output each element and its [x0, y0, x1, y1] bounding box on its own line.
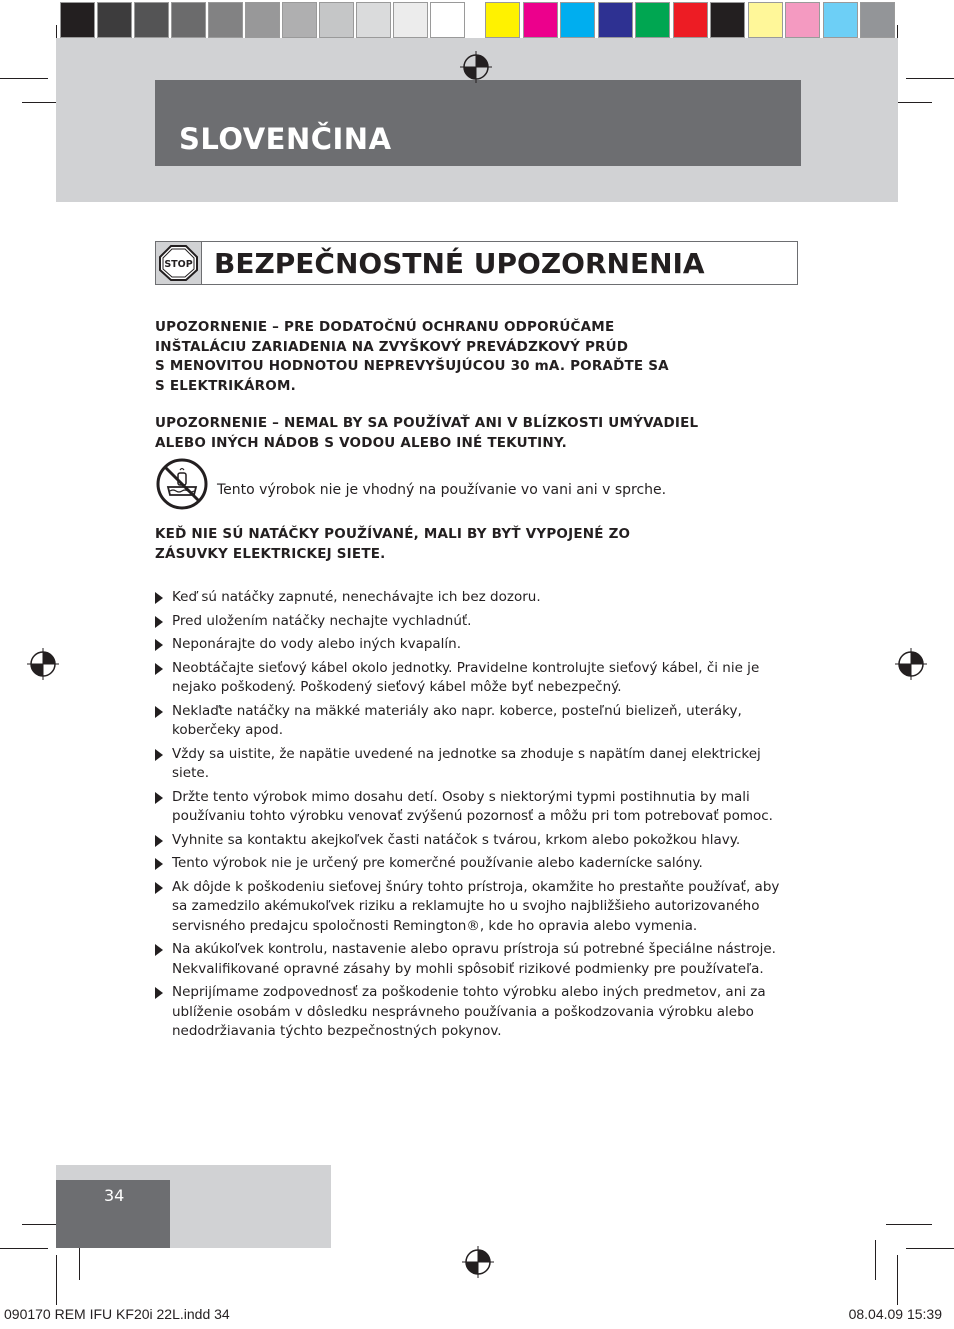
- safety-instructions-list: [155, 588, 785, 1046]
- color-swatch: [748, 2, 783, 38]
- warning-line: KEĎ NIE SÚ NATÁČKY POUŽÍVANÉ, MALI BY BYŤ VYPOJENÉ ZO: [155, 526, 631, 542]
- gray-swatch: [171, 2, 206, 38]
- color-swatch: [560, 2, 595, 38]
- page-number-box: [56, 1180, 170, 1248]
- gray-swatch: [356, 2, 391, 38]
- gray-swatch: [60, 2, 95, 38]
- color-swatch: [860, 2, 895, 38]
- slug-file-info: 090170 REM IFU KF20i 22L.indd 34: [4, 1306, 230, 1322]
- section-title: BEZPEČNOSTNÉ UPOZORNENIA: [214, 247, 705, 280]
- registration-mark-icon: [462, 1246, 494, 1278]
- warning-line: ALEBO INÝCH NÁDOB S VODOU ALEBO INÉ TEKUTINY.: [155, 434, 567, 451]
- list-item: Vždy sa uistite, že napätie uvedené na jednotke sa zhoduje s napätím danej elektrickej siete.: [155, 745, 785, 784]
- gray-swatch: [393, 2, 428, 38]
- gray-swatch: [430, 2, 465, 38]
- color-swatch: [523, 2, 558, 38]
- list-item: Neprijímame zodpovednosť za poškodenie tohto výrobku alebo iných predmetov, ani za ublíženie osobám v dôsledku nesprávneho používania a poškodzovania výrobku alebo nedodržiavania týchto bezpečnostných pokynov.: [155, 983, 785, 1042]
- language-title: SLOVENČINA: [179, 122, 392, 156]
- bath-notice: Tento výrobok nie je vhodný na používanie vo vani ani v sprche.: [217, 482, 667, 498]
- color-swatch: [485, 2, 520, 38]
- unplug-warning: [155, 525, 795, 564]
- color-swatch: [710, 2, 745, 38]
- section-heading-box: [155, 241, 798, 285]
- gray-swatch: [97, 2, 132, 38]
- registration-mark-icon: [895, 648, 927, 680]
- warning-line: INŠTALÁCIU ZARIADENIA NA ZVYŠKOVÝ PREVÁDZKOVÝ PRÚD: [155, 338, 629, 355]
- list-item: Neponárajte do vody alebo iných kvapalín.: [155, 635, 785, 655]
- list-item: Ak dôjde k poškodeniu sieťovej šnúry tohto prístroja, okamžite ho prestaňte používať, aby sa zamedzilo akémukoľvek riziku a reklamujte ho u svojho najbližšieho autorizovaného servisného predajcu spoločnosti Remington®, kde ho opravia alebo vymenia.: [155, 878, 785, 937]
- registration-mark-icon: [460, 51, 492, 83]
- warning-line: ZÁSUVKY ELEKTRICKEJ SIETE.: [155, 545, 386, 562]
- warning-line: UPOZORNENIE – PRE DODATOČNÚ OCHRANU ODPORÚČAME: [155, 319, 615, 335]
- list-item: Pred uložením natáčky nechajte vychladnúť.: [155, 612, 785, 632]
- list-item: Vyhnite sa kontaktu akejkoľvek časti natáčok s tvárou, krkom alebo pokožkou hlavy.: [155, 831, 785, 851]
- warning-line: S ELEKTRIKÁROM.: [155, 377, 296, 394]
- language-title-box: [155, 80, 801, 166]
- stop-sign-cell: [156, 242, 202, 284]
- list-item: Držte tento výrobok mimo dosahu detí. Osoby s niektorými typmi postihnutia by mali používaniu tohto výrobku venovať zvýšenú pozornosť a môžu pri tom potrebovať pomoc.: [155, 788, 785, 827]
- warning-line: S MENOVITOU HODNOTOU NEPREVYŠUJÚCOU 30 mA. PORAĎTE SA: [155, 358, 669, 374]
- stop-sign-icon: [156, 242, 201, 284]
- warning-line: UPOZORNENIE – NEMAL BY SA POUŽÍVAŤ ANI V BLÍZKOSTI UMÝVADIEL: [155, 415, 699, 431]
- gray-swatch: [134, 2, 169, 38]
- rcd-warning: [155, 318, 795, 396]
- color-swatch: [785, 2, 820, 38]
- list-item: Neklaďte natáčky na mäkké materiály ako napr. koberce, posteľnú bielizeň, uteráky, koberčeky apod.: [155, 702, 785, 741]
- stop-sign-label: STOP: [164, 259, 193, 270]
- no-bath-icon: [155, 457, 209, 511]
- registration-mark-icon: [27, 648, 59, 680]
- gray-swatch: [282, 2, 317, 38]
- page-number: 34: [104, 1186, 125, 1205]
- color-swatch: [598, 2, 633, 38]
- color-swatch: [673, 2, 708, 38]
- gray-swatch: [245, 2, 280, 38]
- list-item: Keď sú natáčky zapnuté, nenechávajte ich bez dozoru.: [155, 588, 785, 608]
- water-warning: [155, 414, 795, 453]
- gray-swatch: [208, 2, 243, 38]
- slug-date: 08.04.09 15:39: [848, 1306, 942, 1322]
- list-item: Tento výrobok nie je určený pre komerčné používanie alebo kadernícke salóny.: [155, 854, 785, 874]
- list-item: Neobtáčajte sieťový kábel okolo jednotky. Pravidelne kontrolujte sieťový kábel, či nie je nejako poškodený. Poškodený sieťový kábel môže byť nebezpečný.: [155, 659, 785, 698]
- color-swatch: [823, 2, 858, 38]
- gray-swatch: [319, 2, 354, 38]
- color-swatch: [635, 2, 670, 38]
- list-item: Na akúkoľvek kontrolu, nastavenie alebo opravu prístroja sú potrebné špeciálne nástroje. Nekvalifikované opravné zásahy by mohli spôsobiť rizikové podmienky pre používateľa.: [155, 940, 785, 979]
